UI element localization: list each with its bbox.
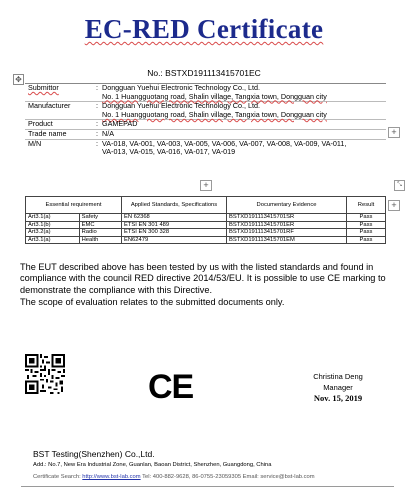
- add-row-plus-icon[interactable]: +: [200, 180, 212, 191]
- footer-divider: [21, 486, 394, 487]
- manufacturer-label: Manufacturer: [28, 101, 71, 111]
- signature-date: Nov. 15, 2019: [313, 393, 363, 403]
- submittor-label: Submittor: [28, 83, 59, 92]
- search-link[interactable]: http://www.bst-lab.com: [82, 474, 141, 480]
- manufacturer-address: No. 1 Huangguotang road, Shalin village, Tangxia town, Dongguan city: [102, 109, 327, 119]
- header-result: Result: [347, 197, 386, 214]
- contact-info: Tel: 400-882-9628, 86-0755-23059305 Email: service@bst-lab.com: [140, 474, 315, 480]
- mn-values-line-2: VA-013, VA-015, VA-016, VA-017, VA-019: [102, 147, 236, 157]
- compliance-paragraph: The EUT described above has been tested by us with the listed standards and found in compliance with the council RED directive 2014/53/EU. It is possible to use CE marking to demonstrate the compliance with this Directive.: [20, 262, 386, 295]
- mn-values-line-1: VA-018, VA-001, VA-003, VA-005, VA-006, VA-007, VA-008, VA-009, VA-011,: [102, 138, 347, 148]
- header-essential-requirement: Essential requirement: [26, 197, 122, 214]
- add-row-plus-icon[interactable]: +: [388, 200, 400, 211]
- scope-paragraph: The scope of evaluation relates to the submitted documents only.: [20, 297, 285, 308]
- signatory-name: Christina Deng: [313, 372, 363, 381]
- signatory-title: Manager: [323, 383, 353, 392]
- trade-name-row: Trade name : N/A: [25, 130, 386, 140]
- signature-block: [283, 371, 393, 404]
- table-row: Art3.1(a) Health EN62479 BSTXD191113415701EM Pass: [26, 236, 386, 244]
- product-label: Product: [28, 119, 53, 129]
- certificate-search-line: [33, 474, 315, 480]
- company-name: BST Testing(Shenzhen) Co.,Ltd.: [33, 449, 155, 459]
- trade-name-value: N/A: [102, 128, 114, 138]
- header-documentary-evidence: Documentary Evidence: [227, 197, 347, 214]
- product-value: GAMEPAD: [102, 119, 138, 129]
- add-row-plus-icon[interactable]: +: [388, 127, 400, 138]
- certificate-info-table: [25, 83, 386, 157]
- search-label: Certificate Search:: [33, 474, 83, 480]
- compliance-statement: [20, 262, 392, 310]
- submittor-address: No. 1 Huangguotang road, Shalin village, Tangxia town, Dongguan city: [102, 91, 327, 101]
- manufacturer-name: Dongguan Yuehui Electronic Technology Co., Ltd.: [102, 101, 260, 111]
- ce-mark: CE: [148, 368, 194, 406]
- table-row: Art3.2(a) Radio ETSI EN 300 328 BSTXD191113415701RF Pass: [26, 229, 386, 237]
- standards-table: [25, 196, 386, 244]
- table-row: Art3.1(b) EMC ETSI EN 301 489 BSTXD191113415701ER Pass: [26, 221, 386, 229]
- company-address: Add.: No.7, New Era Industrial Zone, Guanlan, Baoan District, Shenzhen, Guangdong, China: [33, 462, 272, 468]
- submittor-name: Dongguan Yuehui Electronic Technology Co., Ltd.: [102, 83, 260, 92]
- submittor-row: Submittor : Dongguan Yuehui Electronic Technology Co., Ltd. No. 1 Huangguotang road, Shalin village, Tangxia town, Dongguan city: [25, 84, 386, 102]
- manufacturer-row: Manufacturer : Dongguan Yuehui Electronic Technology Co., Ltd. No. 1 Huangguotang road, Shalin village, Tangxia town, Dongguan city: [25, 102, 386, 120]
- table-resize-handle-icon[interactable]: ⤡: [394, 180, 405, 191]
- certificate-number: No.: BSTXD191113415701EC: [147, 68, 261, 78]
- certificate-title: EC-RED Certificate: [84, 14, 324, 44]
- standards-header-row: [26, 197, 386, 214]
- qr-code-icon: [25, 354, 65, 394]
- mn-row: M/N : VA-018, VA-001, VA-003, VA-005, VA-006, VA-007, VA-008, VA-009, VA-011, VA-013, VA-015, VA-016, VA-017, VA-019: [25, 140, 386, 157]
- product-row: Product : GAMEPAD: [25, 120, 386, 130]
- trade-name-label: Trade name: [28, 128, 67, 138]
- header-applied-standards: Applied Standards, Specifications: [122, 197, 227, 214]
- mn-label: M/N: [28, 138, 42, 148]
- table-move-handle-icon[interactable]: ✥: [13, 74, 24, 85]
- table-row: Art3.1(a) Safety EN 62368 BSTXD191113415701SR Pass: [26, 214, 386, 222]
